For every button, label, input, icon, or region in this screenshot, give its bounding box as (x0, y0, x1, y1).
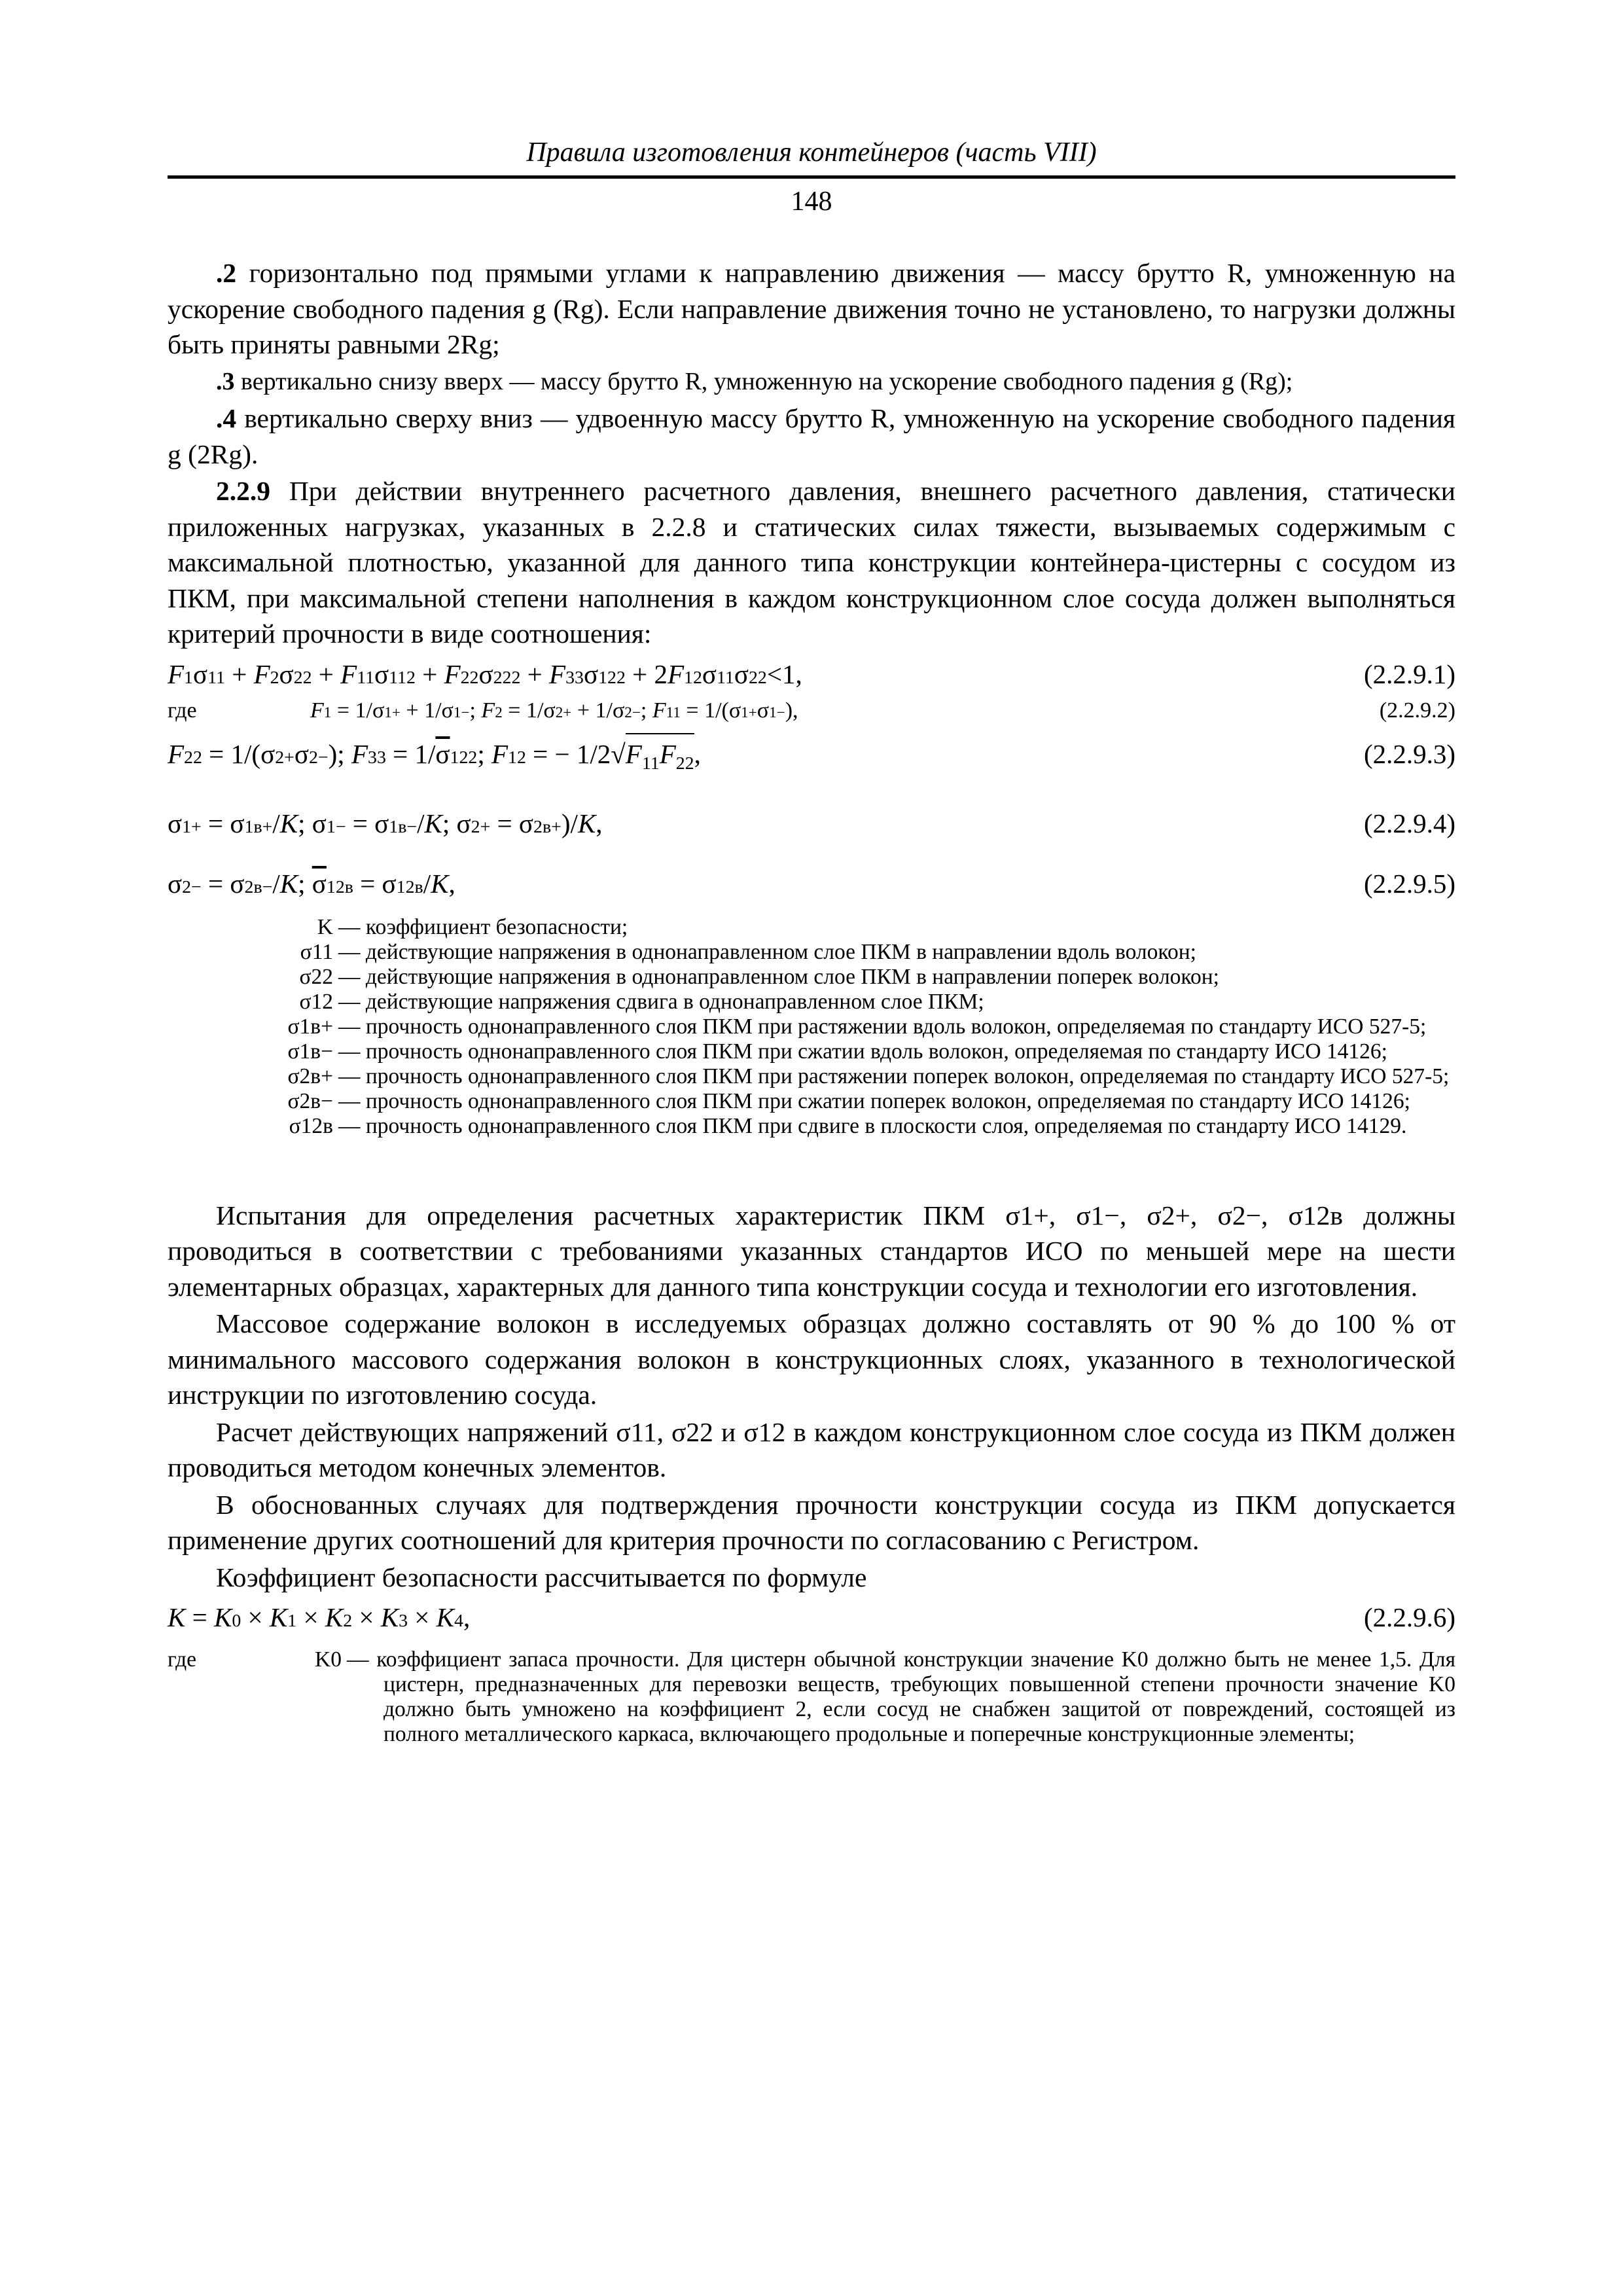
formula-number: (2.2.9.2) (1379, 698, 1455, 723)
formula-expression: F 1 σ 11 + F 2 σ 22 + F 11 σ 11 2 + F 22 σ 22 2 + F 33 σ 12 2 + 2 F 12 σ 11 σ 22 <1, (168, 658, 802, 689)
clause-text: При действии внутреннего расчетного давления, внешнего расчетного давления, статически приложенных нагрузках, указанных в 2.2.8 и статических силах тяжести, вызываемых содержимым с максимальной плотностью, указанной для данного типа конструкции контейнера-цистерны с сосудом из ПКМ, при максимальной степени наполнения в каждом конструкционном слое сосуда должен выполняться критерий прочности в виде соотношения: (168, 476, 1455, 649)
item-3-number: .3 (216, 367, 235, 395)
item-3-text: вертикально снизу вверх — массу брутто R, умноженную на ускорение свободного падения g (Rg); (234, 367, 1293, 395)
symbol-legend (168, 915, 1455, 1139)
legend-item: σ1в− — прочность однонаправленного слоя ПКМ при сжатии вдоль волокон, определяемая по стандарту ИСО 14126; (287, 1039, 1387, 1064)
page-number: 148 (791, 187, 832, 217)
formula-number: (2.2.9.3) (1363, 738, 1455, 769)
item-2-paragraph (168, 255, 1455, 363)
formula-number: (2.2.9.4) (1363, 808, 1455, 838)
formula-expression: σ 1 + = σ 1в + / K ; σ 1 − = σ 1в − / K ; σ 2 + = σ 2в + )/ K , (168, 808, 603, 838)
k0-description: — коэффициент запаса прочности. Для цистерн обычной конструкции значение K0 должно быть не менее 1,5. Для цистерн, предназначенных для перевозки веществ, требующих повышенной степени прочности значение K0 должно быть умножено на коэффициент 2, если сосуд не снабжен защитой от повреждений, состоящей из полного металлического каркаса, включающего продольные и поперечные конструкционные элементы; (347, 1647, 1455, 1746)
safety-factor-paragraph: Коэффициент безопасности рассчитывается по формуле (216, 1562, 867, 1592)
formula-2-2-9-5 (168, 865, 1455, 902)
main-content (168, 255, 1455, 1747)
formula-number: (2.2.9.5) (1363, 868, 1455, 899)
formula-expression: K = K 0 × K 1 × K 2 × K 3 × K 4 , (168, 1602, 471, 1632)
k0-symbol: K0 (315, 1647, 342, 1672)
where-label: где (168, 698, 197, 723)
other-criteria-paragraph: В обоснованных случаях для подтверждения прочности конструкции сосуда из ПКМ допускается применение других соотношений для критерия прочности по согласованию с Регистром. (168, 1489, 1455, 1555)
formula-2-2-9-3 (168, 733, 1455, 772)
legend-item: σ2в+ — прочность однонаправленного слоя ПКМ при растяжении поперек волокон, определяемая по стандарту ИСО 527-5; (287, 1064, 1450, 1088)
header-rule (168, 175, 1455, 179)
tests-paragraph: Испытания для определения расчетных характеристик ПКМ σ1+, σ1−, σ2+, σ2−, σ12в должны проводиться в соответствии с требованиями указанных стандартов ИСО по меньшей мере на шести элементарных образцах, характерных для данного типа конструкции сосуда и технологии его изготовления. (168, 1200, 1455, 1302)
where-label: где (168, 1647, 196, 1672)
running-title: Правила изготовления контейнеров (часть VIII) (526, 137, 1097, 168)
fiber-content-paragraph: Массовое содержание волокон в исследуемых образцах должно составлять от 90 % до 100 % от минимального массового содержания волокон в конструкционных слоях, указанного в технологической инструкции по изготовлению сосуда. (168, 1308, 1455, 1410)
formula-number: (2.2.9.6) (1363, 1602, 1455, 1632)
item-4-paragraph (168, 401, 1455, 472)
clause-2-2-9-paragraph (168, 473, 1455, 652)
clause-number: 2.2.9 (216, 476, 270, 506)
item-3-paragraph (168, 364, 1455, 400)
item-4-number: .4 (216, 403, 237, 433)
formula-number: (2.2.9.1) (1363, 658, 1455, 689)
item-2-text: горизонтально под прямыми углами к направлению движения — массу брутто R, умноженную на ускорение свободного падения g (Rg). Если направление движения точно не установлено, то нагрузки должны быть приняты равными 2Rg; (168, 258, 1455, 359)
formula-2-2-9-6 (168, 1599, 1455, 1636)
legend-item: K — коэффициент безопасности; (317, 914, 628, 939)
legend-item: σ11 — действующие напряжения в однонаправленном слое ПКМ в направлении вдоль волокон; (300, 939, 1196, 964)
formula-2-2-9-2: где F 1 = 1/σ 1 + + 1/σ 1 − ; F 2 = 1/σ 2 + + 1/σ 2 − ; F 11 = 1/(σ 1 + σ 1 − ), (2.2.9.2) (168, 692, 1455, 729)
formula-expression: F 22 = 1/(σ 2 + σ 2 − ); F 33 = 1/ $\overline{\sigma}$ 12 2 ; F 12 = − 1/2 √ $F_{11}F_{22}$ , (168, 733, 701, 772)
item-2-number: .2 (216, 258, 237, 288)
item-4-text: вертикально сверху вниз — удвоенную массу брутто R, умноженную на ускорение свободного падения g (2Rg). (168, 403, 1455, 469)
legend-item: σ1в+ — прочность однонаправленного слоя ПКМ при растяжении вдоль волокон, определяемая по стандарту ИСО 527-5; (287, 1014, 1427, 1039)
legend-item: σ2в− — прочность однонаправленного слоя ПКМ при сжатии поперек волокон, определяемая по стандарту ИСО 14126; (287, 1088, 1410, 1113)
legend-item (168, 1647, 1455, 1747)
formula-2-2-9-4 (168, 805, 1455, 842)
formula-2-2-9-1 (168, 656, 1455, 692)
legend-item: σ12в — прочность однонаправленного слоя ПКМ при сдвиге в плоскости слоя, определяемая по стандарту ИСО 14129. (289, 1113, 1407, 1138)
k0-definition (168, 1647, 1455, 1747)
stress-calculation-paragraph: Расчет действующих напряжений σ11, σ22 и σ12 в каждом конструкционном слое сосуда из ПКМ должен проводиться методом конечных элементов. (168, 1416, 1455, 1482)
legend-item: σ22 — действующие напряжения в однонаправленном слое ПКМ в направлении поперек волокон; (299, 964, 1219, 989)
formula-expression: σ 2 − = σ 2в − / K ; $\overline{\sigma}$ 12в = σ 12в / K , (168, 868, 455, 899)
legend-item: σ12 — действующие напряжения сдвига в однонаправленном слое ПКМ; (299, 989, 984, 1014)
